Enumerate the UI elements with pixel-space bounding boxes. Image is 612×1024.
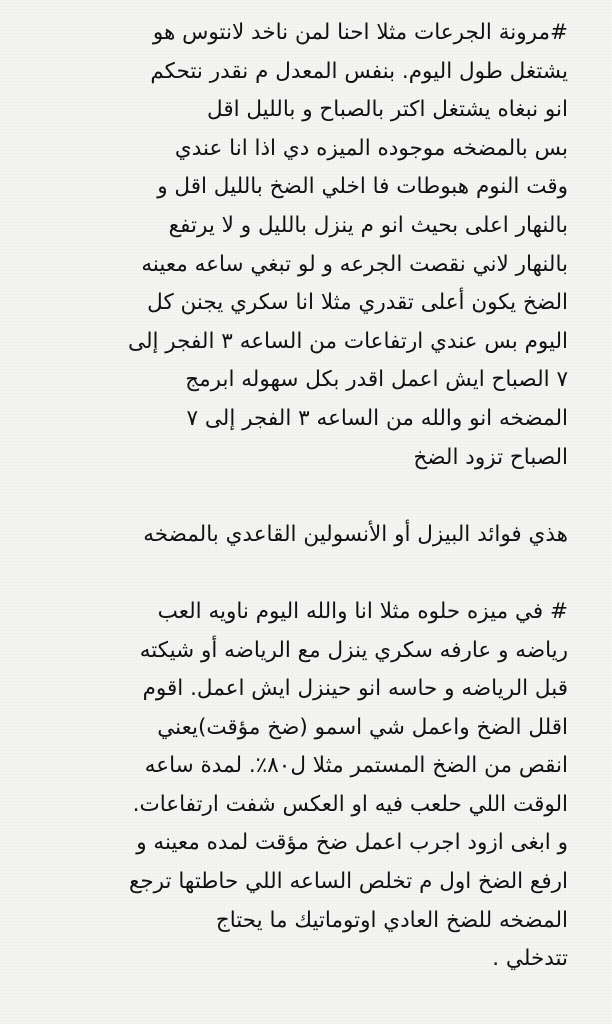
note-line: بالنهار لاني نقصت الجرعه و لو تبغي ساعه معينه: [141, 251, 568, 277]
note-line: ارفع الضخ اول م تخلص الساعه اللي حاطتها ترجع: [128, 869, 568, 895]
note-line: قبل الرياضه و حاسه انو حينزل ايش اعمل. اقوم: [142, 676, 568, 702]
note-line: وقت النوم هبوطات فا اخلي الضخ بالليل اقل و: [157, 174, 568, 200]
note-line: المضخه للضخ العادي اوتوماتيك ما يحتاج: [215, 907, 568, 933]
note-line: ٧ الصباح ايش اعمل اقدر بكل سهوله ابرمج: [185, 367, 568, 393]
note-line: اقلل الضخ واعمل شي اسمو (ضخ مؤقت)يعني: [157, 714, 568, 740]
note-line: و ابغى ازود اجرب اعمل ضخ مؤقت لمده معينه و: [136, 830, 568, 856]
blank-line: [30, 477, 568, 516]
note-line: #مرونة الجرعات مثلا احنا لمن ناخد لانتوس هو: [152, 20, 568, 45]
note-line: يشتغل طول اليوم. بنفس المعدل م نقدر نتحكم: [150, 58, 568, 84]
note-line: المضخه انو والله من الساعه ٣ الفجر إلى ٧: [186, 405, 568, 431]
note-line: الوقت اللي حلعب فيه او العكس شفت ارتفاعات.: [132, 791, 568, 817]
note-line: بس بالمضخه موجوده الميزه دي اذا انا عندي: [174, 135, 568, 161]
note-line: رياضه و عارفه سكري ينزل مع الرياضه أو شيكته: [139, 637, 568, 663]
note-line: انقص من الضخ المستمر مثلا ل٨٠٪. لمدة ساعه: [144, 753, 568, 779]
blank-line: [30, 554, 568, 593]
note-line: هذي فوائد البيزل أو الأنسولين القاعدي بالمضخه: [143, 521, 568, 547]
note-line: الصباح تزود الضخ: [413, 444, 568, 470]
note-line: اليوم بس عندي ارتفاعات من الساعه ٣ الفجر إلى: [128, 328, 568, 354]
note-line: الضخ يكون أعلى تقدري مثلا انا سكري يجنن كل: [147, 290, 568, 316]
note-line: تتدخلي .: [492, 946, 568, 972]
note-line: انو نبغاه يشتغل اكتر بالصباح و بالليل اقل: [207, 97, 568, 123]
note-body: [0, 14, 612, 979]
note-line: # في ميزه حلوه مثلا انا والله اليوم ناويه العب: [157, 598, 568, 624]
note-line: بالنهار اعلى بحيث انو م ينزل بالليل و لا يرتفع: [168, 212, 568, 238]
